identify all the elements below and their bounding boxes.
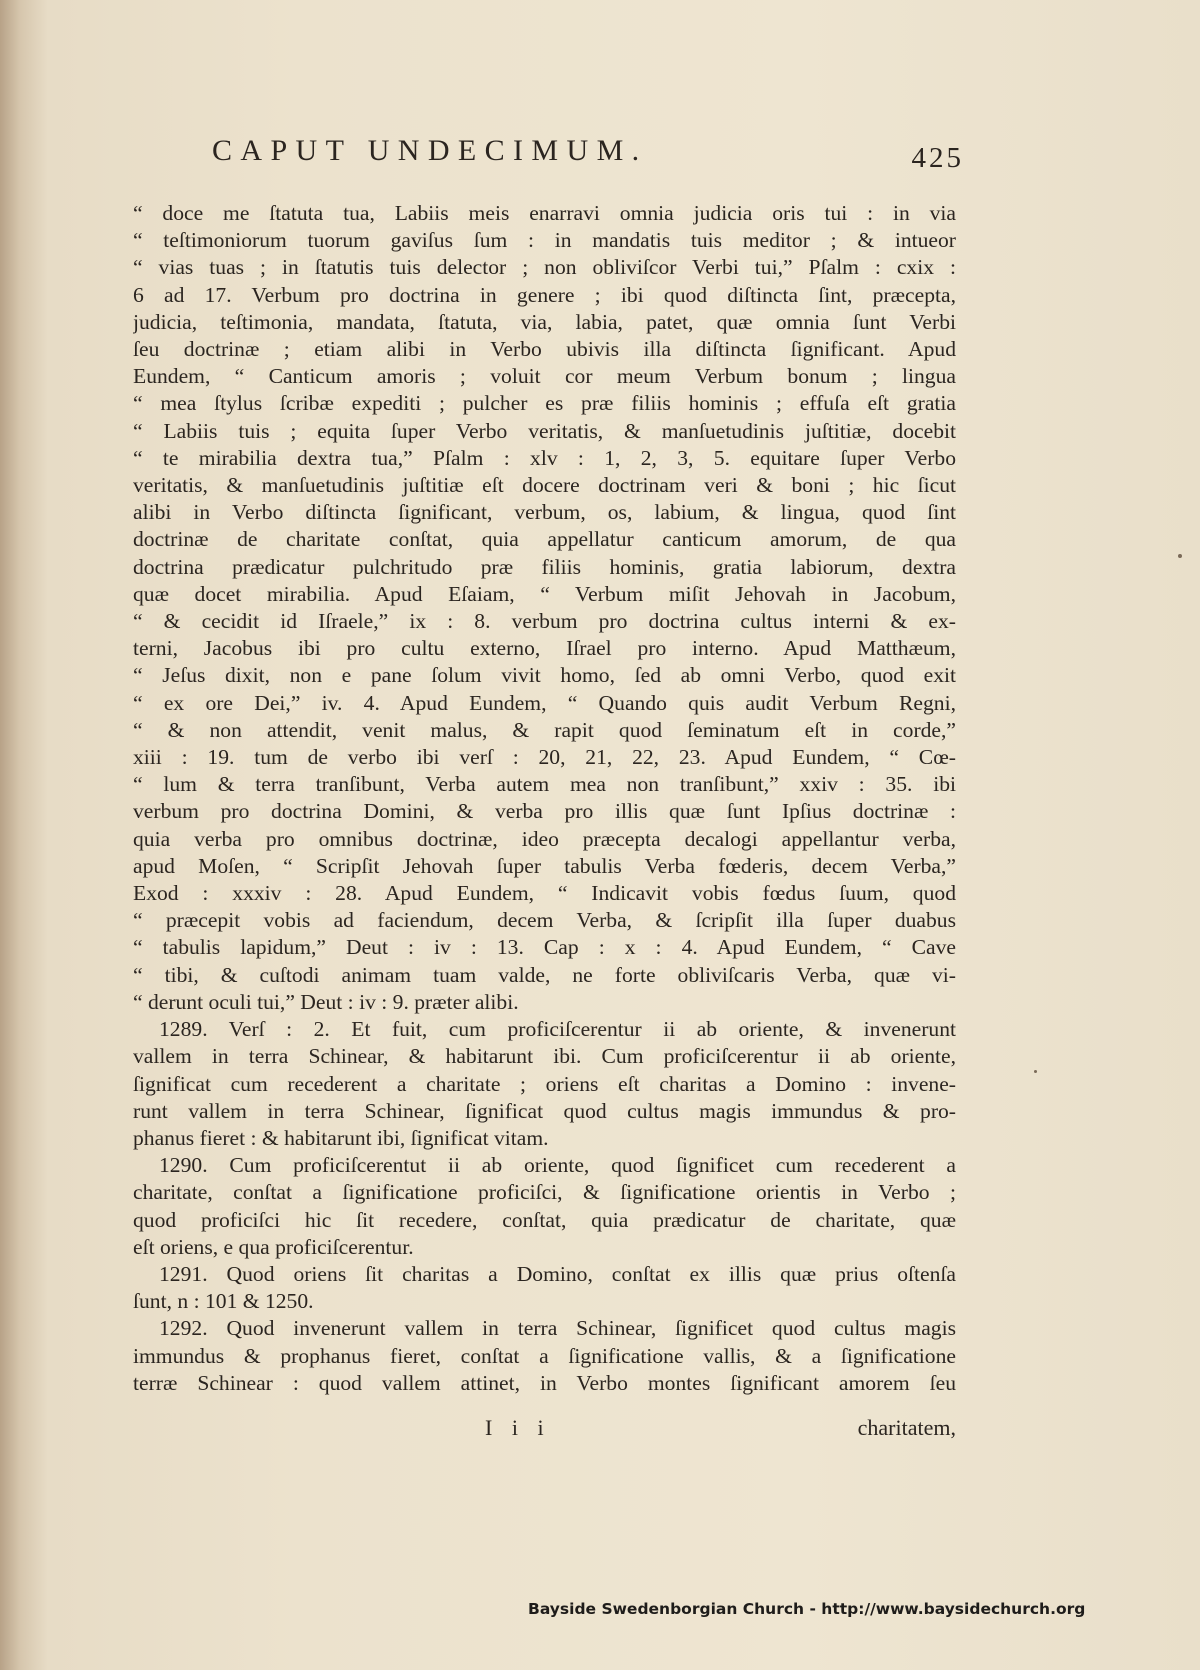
text-line: apud Moſen, “ Scripſit Jehovah ſuper tabulis Verba fœderis, decem Verba,” — [133, 853, 956, 878]
text-line: “ lum & terra tranſibunt, Verba autem mea non tranſibunt,” xxiv : 35. ibi — [133, 772, 956, 797]
text-line: “ doce me ſtatuta tua, Labiis meis enarravi omnia judicia oris tui : in via — [133, 201, 956, 225]
text-line: eſt oriens, e qua proficiſcerentur. — [133, 1234, 414, 1259]
text-line: doctrinæ de charitate conſtat, quia appellatur canticum amorum, de qua — [133, 527, 956, 552]
text-line: terni, Jacobus ibi pro cultu externo, Iſrael pro interno. Apud Matthæum, — [133, 636, 956, 661]
text-line: “ Labiis tuis ; equita ſuper Verbo veritatis, & manſuetudinis juſtitiæ, docebit — [133, 418, 956, 443]
text-line: xiii : 19. tum de verbo ibi verſ : 20, 21, 22, 23. Apud Eundem, “ Cœ- — [133, 745, 956, 770]
text-line: 6 ad 17. Verbum pro doctrina in genere ; ibi quod diſtincta ſint, præcepta, — [133, 282, 956, 307]
watermark-text: Bayside Swedenborgian Church - http://www.baysidechurch.org — [528, 1600, 1086, 1618]
text-line: “ vias tuas ; in ſtatutis tuis delector ; non obliviſcor Verbi tui,” Pſalm : cxix : — [133, 255, 956, 280]
text-line: “ præcepit vobis ad faciendum, decem Verba, & ſcripſit illa ſuper duabus — [133, 908, 956, 933]
text-line: vallem in terra Schinear, & habitarunt ibi. Cum proficiſcerentur ii ab oriente, — [133, 1044, 956, 1069]
paragraph-1290-line: 1290. Cum proficiſcerentut ii ab oriente, quod ſignificet cum recederent a — [159, 1153, 956, 1178]
text-line: “ te mirabilia dextra tua,” Pſalm : xlv : 1, 2, 3, 5. equitare ſuper Verbo — [133, 445, 956, 470]
text-line: charitate, conſtat a ſignificatione proficiſci, & ſignificatione orientis in Verbo ; — [133, 1180, 956, 1205]
text-line: judicia, teſtimonia, mandata, ſtatuta, via, labia, patet, quæ omnia ſunt Verbi — [133, 309, 956, 334]
text-line: immundus & prophanus fieret, conſtat a ſignificatione vallis, & a ſignificatione — [133, 1343, 956, 1368]
text-line: Eundem, “ Canticum amoris ; voluit cor meum Verbum bonum ; lingua — [133, 364, 956, 389]
text-line: “ derunt oculi tui,” Deut : iv : 9. præter alibi. — [133, 989, 519, 1014]
text-line: ſignificat cum recederent a charitate ; oriens eſt charitas a Domino : invene- — [133, 1071, 956, 1096]
text-line: ſeu doctrinæ ; etiam alibi in Verbo ubivis illa diſtincta ſignificant. Apud — [133, 337, 956, 362]
text-line: alibi in Verbo diſtincta ſignificant, verbum, os, labium, & lingua, quod ſint — [133, 500, 956, 525]
text-line: “ tabulis lapidum,” Deut : iv : 13. Cap : x : 4. Apud Eundem, “ Cave — [133, 935, 956, 960]
text-line: “ teſtimoniorum tuorum gaviſus ſum : in mandatis tuis meditor ; & intueor — [133, 228, 956, 253]
text-line: Exod : xxxiv : 28. Apud Eundem, “ Indicavit vobis fœdus ſuum, quod — [133, 881, 956, 906]
text-line: quod proficiſci hic ſit recedere, conſtat, quia prædicatur de charitate, quæ — [133, 1207, 956, 1232]
text-line: quia verba pro omnibus doctrinæ, ideo præcepta decalogi appellantur verba, — [133, 826, 956, 851]
text-line: “ mea ſtylus ſcribæ expediti ; pulcher es præ filiis hominis ; effuſa eſt gratia — [133, 391, 956, 416]
text-line: phanus fieret : & habitarunt ibi, ſignificat vitam. — [133, 1125, 549, 1150]
text-line: runt vallem in terra Schinear, ſignificat quod cultus magis immundus & pro- — [133, 1098, 956, 1123]
paper-speck — [1178, 554, 1182, 558]
text-line: “ ex ore Dei,” iv. 4. Apud Eundem, “ Quando quis audit Verbum Regni, — [133, 690, 956, 715]
text-line: veritatis, & manſuetudinis juſtitiæ eſt docere doctrinam veri & boni ; hic ſicut — [133, 473, 956, 498]
page-header — [212, 134, 964, 180]
page-footer — [133, 1415, 956, 1445]
text-line: “ Jeſus dixit, non e pane ſolum vivit homo, ſed ab omni Verbo, quod exit — [133, 663, 956, 688]
text-line: “ tibi, & cuſtodi animam tuam valde, ne forte obliviſcaris Verba, quæ vi- — [133, 962, 956, 987]
page-number: 425 — [911, 142, 964, 174]
catchword: charitatem, — [857, 1415, 956, 1440]
text-line: “ & non attendit, venit malus, & rapit quod ſeminatum eſt in corde,” — [133, 717, 956, 742]
text-line: quæ docet mirabilia. Apud Eſaiam, “ Verbum miſit Jehovah in Jacobum, — [133, 581, 956, 606]
text-line: terræ Schinear : quod vallem attinet, in Verbo montes ſignificant amorem ſeu — [133, 1370, 956, 1395]
body-text — [133, 200, 956, 1397]
paragraph-1291-line: 1291. Quod oriens ſit charitas a Domino, conſtat ex illis quæ prius oſtenſa — [159, 1261, 956, 1286]
signature-mark: I i i — [485, 1415, 551, 1440]
paragraph-1289-line: 1289. Verſ : 2. Et fuit, cum proficiſcerentur ii ab oriente, & invenerunt — [159, 1017, 956, 1042]
paper-speck — [1034, 1070, 1037, 1073]
text-line: “ & cecidit id Iſraele,” ix : 8. verbum pro doctrina cultus interni & ex- — [133, 609, 956, 634]
running-title: CAPUT UNDECIMUM. — [212, 134, 648, 167]
text-line: ſunt, n : 101 & 1250. — [133, 1289, 314, 1314]
text-line: doctrina prædicatur pulchritudo præ filiis hominis, gratia labiorum, dextra — [133, 554, 956, 579]
text-line: verbum pro doctrina Domini, & verba pro illis quæ ſunt Ipſius doctrinæ : — [133, 799, 956, 824]
paragraph-1292-line: 1292. Quod invenerunt vallem in terra Schinear, ſignificet quod cultus magis — [159, 1316, 956, 1341]
